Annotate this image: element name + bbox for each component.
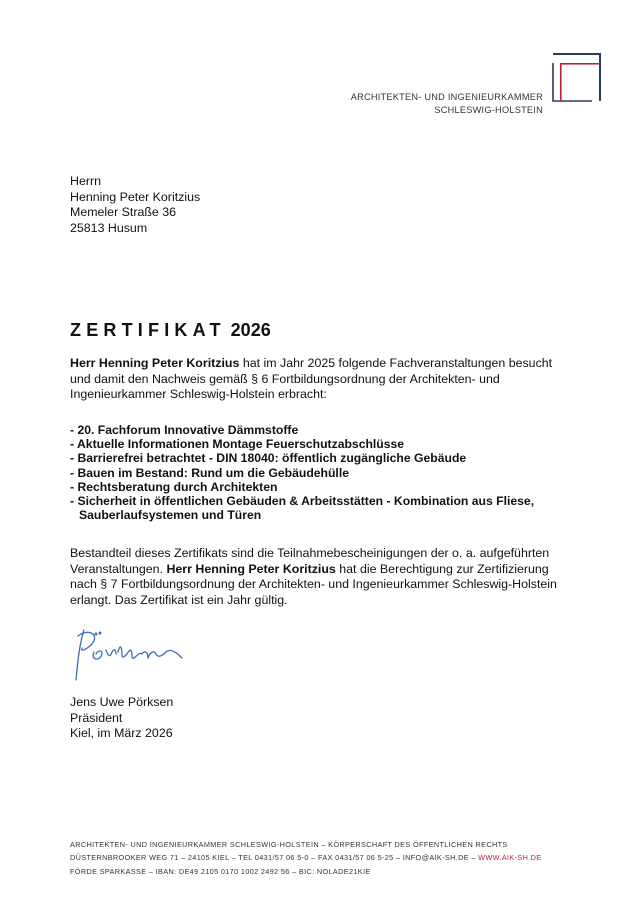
event-item: - Barrierefrei betrachtet - DIN 18040: öffentlich zugängliche Gebäude — [70, 451, 467, 466]
signer-role: Präsident — [70, 710, 123, 725]
closing-paragraph — [70, 546, 570, 608]
intro-recipient-name: Herr Henning Peter Koritzius — [70, 356, 240, 370]
footer-contact: DÜSTERNBROOKER WEG 71 – 24105 KIEL – TEL 0431/57 06 5-0 – FAX 0431/57 06 5-25 – INFO@AIK-SH.DE – — [70, 853, 479, 863]
signer-block — [70, 695, 173, 742]
footer-line-2 — [70, 851, 541, 864]
organization-name — [351, 91, 543, 117]
event-item: - Sicherheit in öffentlichen Gebäuden & Arbeitsstätten - Kombination aus Fliese, Sauberlaufsystemen und Türen — [70, 494, 535, 523]
certificate-title-year: 2026 — [230, 320, 271, 340]
events-list — [70, 423, 570, 522]
footer-line-3: FÖRDE SPARKASSE – IBAN: DE49 2105 0170 1002 2492 56 – BIC: NOLADE21KIE — [70, 866, 371, 876]
recipient-name: Henning Peter Koritzius — [70, 189, 201, 204]
closing-text-1: Bestandteil dieses Zertifikats sind die Teilnahmebescheinigungen der o. a. aufgeführten Veranstaltungen. — [70, 546, 550, 576]
footer-website-link[interactable]: WWW.AIK-SH.DE — [478, 853, 542, 863]
intro-paragraph — [70, 356, 570, 403]
event-item: - Aktuelle Informationen Montage Feuerschutzabschlüsse — [70, 437, 405, 452]
intro-text: hat im Jahr 2025 folgende Fachveranstaltungen besucht und damit den Nachweis gemäß § 6 Fortbildungsordnung der Architekten- und Ingenieurkammer Schleswig-Holstein erbracht: — [70, 356, 553, 401]
organization-line-2: SCHLESWIG-HOLSTEIN — [434, 105, 543, 115]
event-item: - Bauen im Bestand: Rund um die Gebäudehülle — [70, 465, 349, 480]
closing-recipient-name: Herr Henning Peter Koritzius — [166, 561, 336, 576]
footer-line-1: ARCHITEKTEN- UND INGENIEURKAMMER SCHLESWIG-HOLSTEIN – KÖRPERSCHAFT DES ÖFFENTLICHEN RECHTS — [70, 840, 508, 849]
certificate-title — [70, 320, 271, 341]
certificate-title-word: ZERTIFIKAT — [70, 320, 226, 340]
footer — [70, 838, 541, 878]
organization-line-1: ARCHITEKTEN- UND INGENIEURKAMMER — [350, 92, 543, 102]
recipient-address — [70, 174, 200, 236]
event-item: - Rechtsberatung durch Architekten — [70, 479, 278, 494]
recipient-salutation: Herrn — [70, 174, 101, 188]
closing-text-2: hat die Berechtigung zur Zertifizierung nach § 7 Fortbildungsordnung der Architekten- und Ingenieurkammer Schleswig-Holstein erlangt. Das Zertifikat ist ein Jahr gültig. — [70, 561, 557, 607]
signer-name: Jens Uwe Pörksen — [70, 695, 174, 709]
handwritten-signature — [70, 622, 190, 684]
recipient-city: 25813 Husum — [70, 220, 148, 235]
recipient-street: Memeler Straße 36 — [70, 205, 177, 219]
signer-place-date: Kiel, im März 2026 — [70, 726, 173, 740]
event-item: - 20. Fachforum Innovative Dämmstoffe — [70, 423, 299, 437]
chamber-logo-icon — [552, 53, 601, 102]
